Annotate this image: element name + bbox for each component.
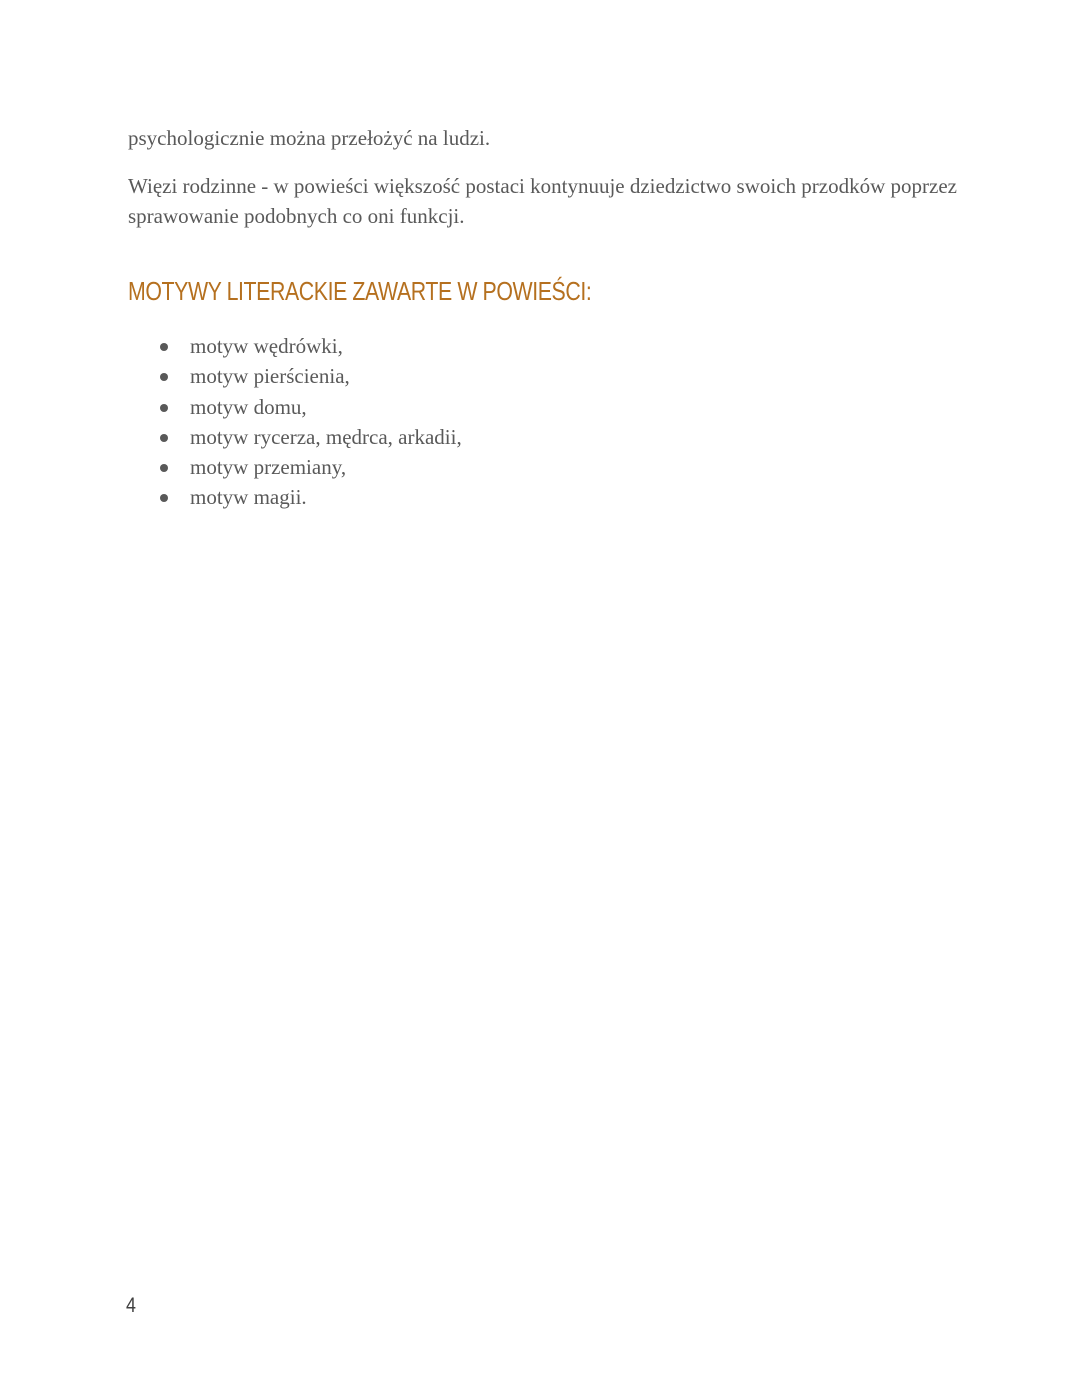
bullet-icon [160, 373, 168, 381]
list-item [150, 452, 462, 482]
list-item-text: motyw rycerza, mędrca, arkadii, [190, 424, 462, 449]
bullet-icon [160, 464, 168, 472]
bullet-icon [160, 404, 168, 412]
list-item [150, 331, 462, 361]
bullet-icon [160, 494, 168, 502]
list-item-text: motyw przemiany, [190, 455, 347, 480]
bullet-icon [160, 434, 168, 442]
list-item-text: motyw wędrówki, [190, 334, 343, 358]
list-item-text: motyw magii. [190, 485, 307, 510]
list-item [150, 361, 462, 391]
list-item-text: motyw pierścienia, [190, 364, 350, 389]
list-item [150, 392, 462, 422]
paragraph-continuation: psychologicznie można przełożyć na ludzi. [128, 126, 491, 150]
list-item [150, 422, 462, 452]
page-number: 4 [126, 1294, 136, 1317]
motif-list [150, 331, 462, 513]
list-item [150, 482, 462, 512]
section-heading: MOTYWY LITERACKIE ZAWARTE W POWIEŚCI: [128, 276, 592, 306]
paragraph-family-ties: Więzi rodzinne - w powieści większość postaci kontynuuje dziedzictwo swoich przodków poprzez sprawowanie podobnych co oni funkcji. [128, 174, 957, 228]
bullet-icon [160, 343, 168, 351]
list-item-text: motyw domu, [190, 394, 307, 419]
